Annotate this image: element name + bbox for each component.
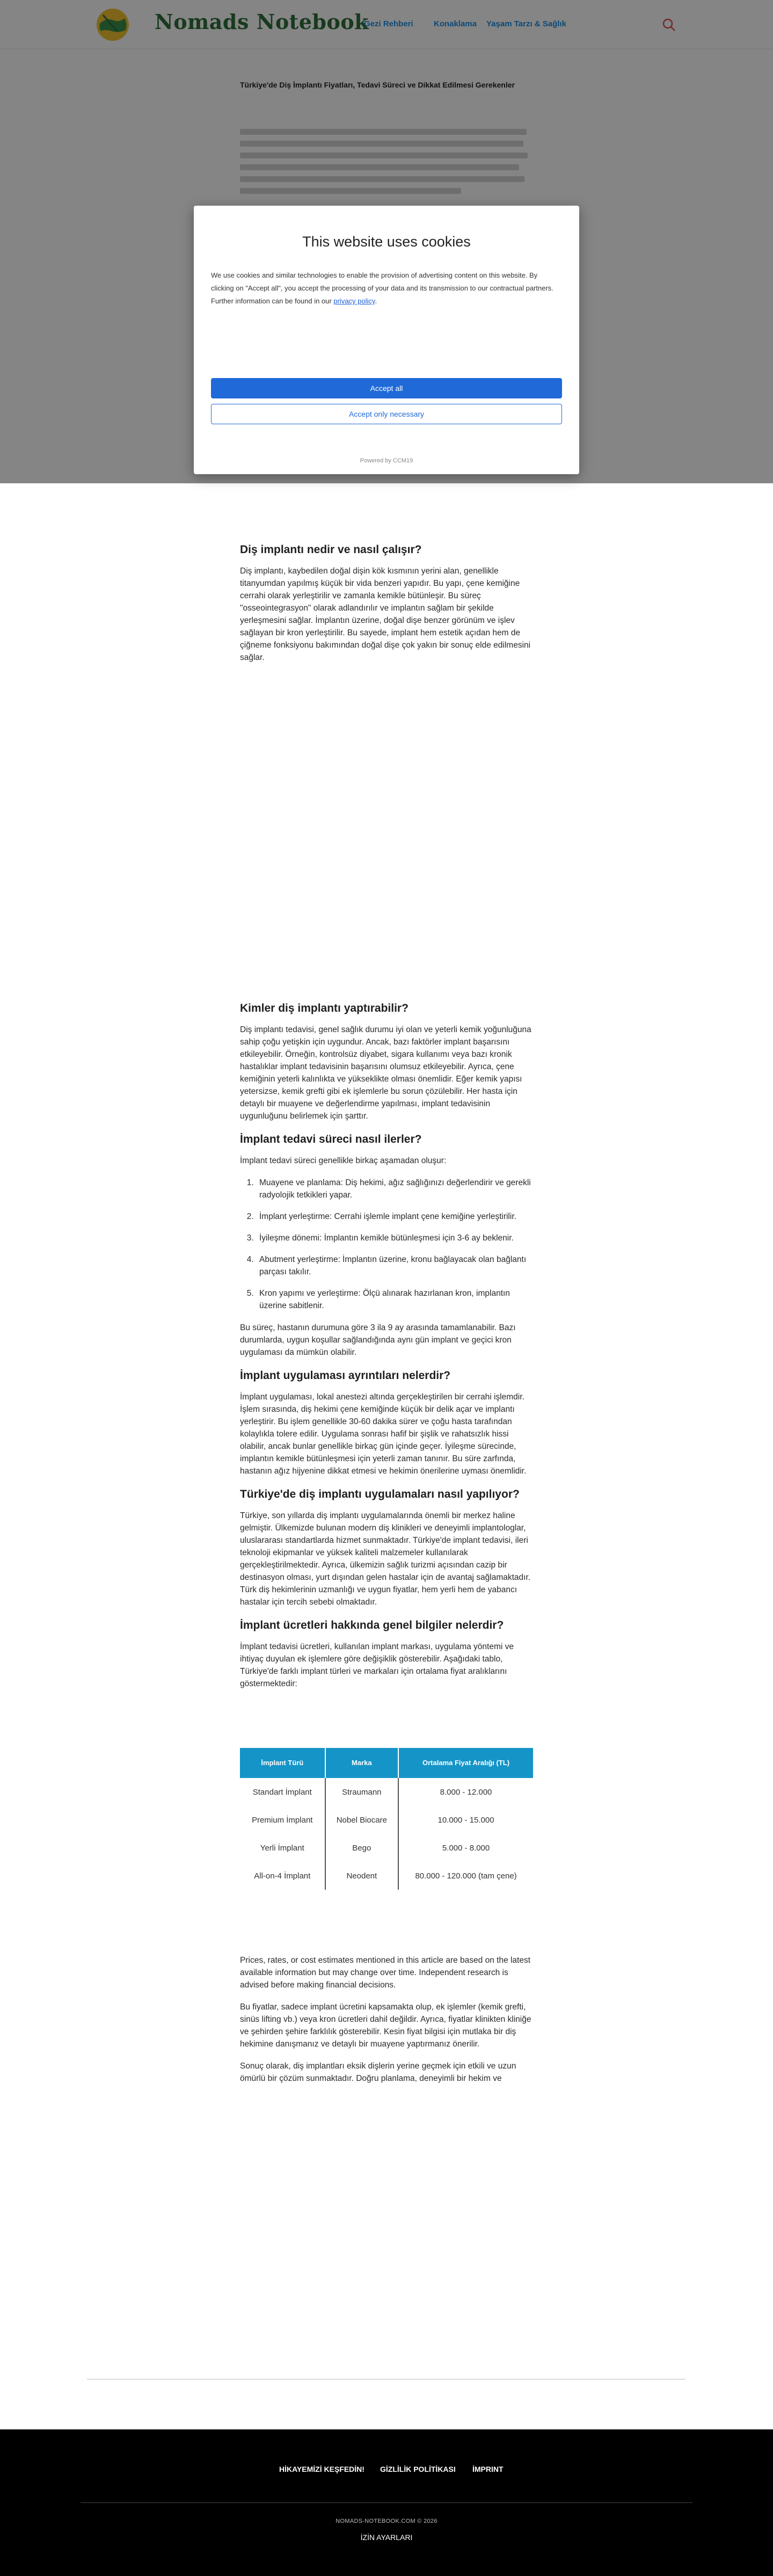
table-cell: 80.000 - 120.000 (tam çene)	[415, 1871, 517, 1881]
nav-link-lifestyle[interactable]: Yaşam Tarzı & Sağlık	[486, 19, 566, 28]
paragraph: Diş implantı tedavisi, genel sağlık durumu iyi olan ve yeterli kemik yoğunluğuna sahip çoğu yetişkin için uygundur. Ancak, bazı faktörler implant başarısını etkileyebilir. Örneğin, kontrolsüz diyabet, sigara kullanımı veya bazı kronik hastalıklar implant tedavisinin başarısını olumsuz etkileyebilir. Ayrıca, çene kemiğinin yeterli kalınlıkta ve yükseklikte olması önemlidir. Eğer kemik yapısı yetersizse, kemik grefti gibi ek işlemlerle bu sorun çözülebilir. Her hasta için detaylı bir muayene ve değerlendirme yapılması, implant tedavisinin uygunluğunu belirlemek için şarttır.	[240, 1025, 531, 1121]
table-cell: All-on-4 İmplant	[240, 1862, 325, 1890]
section-heading: İmplant ücretleri hakkında genel bilgiler nelerdir?	[240, 1619, 504, 1631]
paragraph: Bu süreç, hastanın durumuna göre 3 ila 9 ay arasında tamamlanabilir. Bazı durumlarda, uygun koşullar sağlandığında aynı gün implant ve geçici kron uygulaması da mümkün olabilir.	[240, 1323, 516, 1357]
table-cell: 5.000 - 8.000	[442, 1843, 490, 1853]
section-heading: Diş implantı nedir ve nasıl çalışır?	[240, 543, 422, 556]
paragraph: Bu fiyatlar, sadece implant ücretini kapsamakta olup, ek işlemler (kemik grefti, sinüs lifting vb.) veya kron ücretleri dahil değildir. Ayrıca, fiyatlar klinikten kliniğe ve şehirden şehire farklılık gösterebilir. Kesin fiyat bilgisi için mutlaka bir diş hekimine danışmanız ve detaylı bir muayene yaptırmanız önerilir.	[240, 2002, 531, 2049]
site-footer	[0, 2429, 773, 2576]
table-row	[240, 1778, 533, 1806]
nav-link-travel[interactable]: Gezi Rehberi	[364, 19, 413, 28]
nav-link-stay[interactable]: Konaklama	[434, 19, 477, 28]
privacy-policy-link[interactable]: privacy policy	[333, 297, 375, 305]
table-header-cell: Marka	[325, 1748, 398, 1778]
cookie-description: We use cookies and similar technologies to enable the provision of advertising content on this website. By clicking on "Accept all", you accept the processing of your data and its transmission to our contractual partners. Further information can be found in our	[211, 271, 553, 305]
steps-list	[256, 1177, 533, 1312]
cookie-consent-dialog	[194, 206, 579, 474]
table-header-cell: İmplant Türü	[240, 1748, 325, 1778]
accept-all-button[interactable]: Accept all	[211, 378, 562, 398]
table-row	[240, 1806, 533, 1834]
paragraph: İmplant tedavi süreci genellikle birkaç aşamadan oluşur:	[240, 1156, 447, 1165]
table-cell: Standart İmplant	[240, 1778, 325, 1806]
table-cell: Nobel Biocare	[325, 1806, 398, 1834]
table-cell: Bego	[325, 1834, 398, 1862]
cookie-dialog-title: This website uses cookies	[302, 234, 471, 250]
table-row	[240, 1834, 533, 1862]
cookie-dialog-text	[211, 269, 562, 308]
list-item: 4. Abutment yerleştirme: İmplantın üzerine, kronu bağlayacak olan bağlantı parçası takılır.	[256, 1253, 533, 1278]
table-cell: Yerli İmplant	[240, 1834, 325, 1862]
paragraph: Diş implantı, kaybedilen doğal dişin kök kısmının yerini alan, genellikle titanyumdan yapılmış küçük bir vida benzeri yapıdır. Bu yapı, çene kemiğine cerrahi olarak yerleştirilir ve zamanla kemikle bütünleşir. Bu süreç "osseointegrasyon" olarak adlandırılır ve implantın sağlam bir şekilde yerleşmesini sağlar. İmplantın üzerine, doğal dişe benzer görünüm ve işlev sağlayan bir kron yerleştirilir. Bu sayede, implant hem estetik açıdan hem de çiğneme fonksiyonu bakımından doğal dişe çok yakın bir sonuç elde edilmesini sağlar.	[240, 567, 531, 662]
footer-link-story[interactable]: HİKAYEMİZİ KEŞFEDİN!	[279, 2465, 364, 2473]
section-heading: Kimler diş implantı yaptırabilir?	[240, 1002, 409, 1014]
footer-divider	[81, 2502, 692, 2503]
table-cell: 10.000 - 15.000	[437, 1815, 494, 1825]
table-header-row	[240, 1748, 533, 1778]
cookie-text-end: .	[375, 297, 377, 305]
consent-settings-link[interactable]: İZİN AYARLARI	[360, 2533, 413, 2542]
ad-space	[240, 1700, 533, 1748]
paragraph: Türkiye, son yıllarda diş implantı uygulamalarında önemli bir merkez haline gelmiştir. Ülkemizde bulunan modern diş klinikleri ve deneyimli implantologlar, uluslararası standartlarda hizmet sunmaktadır. Türkiye'de implant tedavisi, ileri teknoloji ekipmanlar ve yüksek kaliteli malzemeler kullanılarak gerçekleştirilmektedir. Ayrıca, ülkemizin sağlık turizmi açısından cazip bir destinasyon olması, yurt dışından gelen hastalar için de avantaj sağlamaktadır. Türk diş hekimlerinin uzmanlığı ve uygun fiyatlar, hem yerli hem de yabancı hastalar için tercih sebebi olmaktadır.	[240, 1511, 531, 1607]
table-header-cell: Ortalama Fiyat Aralığı (TL)	[398, 1748, 533, 1778]
table-cell: Straumann	[325, 1778, 398, 1806]
site-name[interactable]: Nomads Notebook	[155, 10, 369, 34]
price-table	[240, 1748, 533, 1890]
section-heading: Türkiye'de diş implantı uygulamaları nasıl yapılıyor?	[240, 1488, 520, 1500]
list-item: 5. Kron yapımı ve yerleştirme: Ölçü alınarak hazırlanan kron, implantın üzerine sabitlenir.	[256, 1287, 533, 1312]
section-heading: İmplant uygulaması ayrıntıları nelerdir?	[240, 1369, 451, 1382]
list-item: 2. İmplant yerleştirme: Cerrahi işlemle implant çene kemiğine yerleştirilir.	[256, 1210, 533, 1223]
table-row	[240, 1862, 533, 1890]
article-title: Türkiye'de Diş İmplantı Fiyatları, Tedavi Süreci ve Dikkat Edilmesi Gerekenler	[240, 81, 515, 89]
footer-link-imprint[interactable]: İMPRINT	[472, 2465, 504, 2473]
ad-space	[240, 673, 533, 1001]
list-item: 1. Muayene ve planlama: Diş hekimi, ağız sağlığınızı değerlendirir ve gerekli radyolojik tetkikleri yapar.	[256, 1177, 533, 1201]
table-cell: 8.000 - 12.000	[440, 1787, 492, 1797]
paragraph: İmplant uygulaması, lokal anestezi altında gerçekleştirilen bir cerrahi işlemdir. İşlem sırasında, diş hekimi çene kemiğinde küçük bir delik açar ve implantı yerleştirir. Bu işlem genellikle 30-60 dakika sürer ve çoğu hasta tarafından kolaylıkla tolere edilir. Uygulama sonrası hafif bir şişlik ve rahatsızlık hissi olabilir, ancak bunlar genellikle birkaç gün içinde geçer. İyileşme sürecinde, implantın kemikle bütünleşmesi için yeterli zaman tanınır. Bu süre zarfında, hastanın ağız hijyenine dikkat etmesi ve hekimin önerilerine uyması önemlidir.	[240, 1392, 527, 1476]
powered-by-label: Powered by CCM19	[360, 458, 413, 464]
paragraph: İmplant tedavisi ücretleri, kullanılan implant markası, uygulama yöntemi ve ihtiyaç duyulan ek işlemlere göre değişiklik gösterebilir. Aşağıdaki tablo, Türkiye'de farklı implant türleri ve markaları için ortalama fiyat aralıklarını göstermektedir:	[240, 1642, 514, 1688]
price-disclaimer: Prices, rates, or cost estimates mentioned in this article are based on the latest available information but may change over time. Independent research is advised before making financial decisions.	[240, 1956, 531, 1990]
list-item: 3. İyileşme dönemi: İmplantın kemikle bütünleşmesi için 3-6 ay beklenir.	[256, 1232, 533, 1244]
footer-copyright: NOMADS-NOTEBOOK.COM © 2026	[336, 2518, 437, 2524]
table-cell: Premium İmplant	[240, 1806, 325, 1834]
article-body	[240, 542, 533, 2094]
footer-link-privacy[interactable]: GİZLİLİK POLİTİKASI	[380, 2465, 456, 2473]
section-heading: İmplant tedavi süreci nasıl ilerler?	[240, 1133, 422, 1145]
table-cell: Neodent	[325, 1862, 398, 1890]
accept-necessary-button[interactable]: Accept only necessary	[211, 404, 562, 424]
paragraph: Sonuç olarak, diş implantları eksik dişlerin yerine geçmek için etkili ve uzun ömürlü bir çözüm sunmaktadır. Doğru planlama, deneyimli bir hekim ve	[240, 2062, 516, 2083]
